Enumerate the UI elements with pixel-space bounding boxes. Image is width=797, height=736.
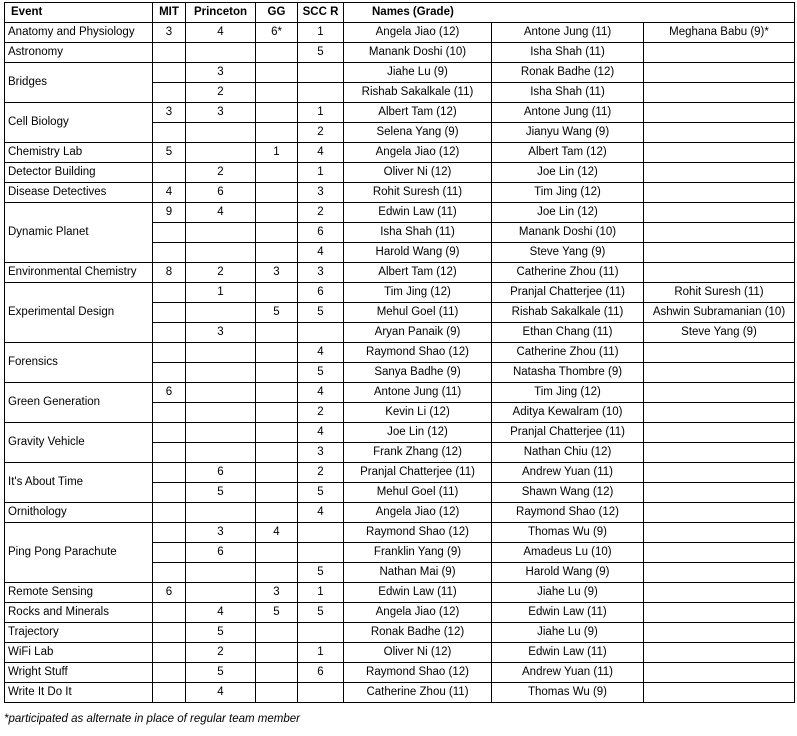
mit-place-cell — [153, 403, 186, 423]
header-scc: SCC R — [298, 3, 344, 23]
table-row — [5, 63, 795, 83]
princeton-place-cell: 4 — [186, 603, 256, 623]
member-name-cell: Franklin Yang (9) — [344, 543, 492, 563]
member-name-cell: Ethan Chang (11) — [492, 323, 644, 343]
gg-place-cell — [256, 243, 298, 263]
member-name-cell: Edwin Law (11) — [492, 603, 644, 623]
mit-place-cell — [153, 443, 186, 463]
princeton-place-cell: 2 — [186, 83, 256, 103]
member-name-cell — [644, 403, 795, 423]
gg-place-cell — [256, 443, 298, 463]
gg-place-cell — [256, 83, 298, 103]
scc-place-cell: 5 — [298, 603, 344, 623]
gg-place-cell — [256, 503, 298, 523]
scc-place-cell: 4 — [298, 503, 344, 523]
mit-place-cell — [153, 543, 186, 563]
mit-place-cell — [153, 63, 186, 83]
table-row — [5, 43, 795, 63]
member-name-cell: Oliver Ni (12) — [344, 163, 492, 183]
member-name-cell: Amadeus Lu (10) — [492, 543, 644, 563]
scc-place-cell: 1 — [298, 23, 344, 43]
princeton-place-cell: 2 — [186, 263, 256, 283]
member-name-cell: Tim Jing (12) — [344, 283, 492, 303]
member-name-cell — [644, 223, 795, 243]
scc-place-cell: 2 — [298, 123, 344, 143]
member-name-cell: Angela Jiao (12) — [344, 23, 492, 43]
member-name-cell: Sanya Badhe (9) — [344, 363, 492, 383]
gg-place-cell — [256, 343, 298, 363]
member-name-cell: Thomas Wu (9) — [492, 683, 644, 703]
scc-place-cell: 5 — [298, 483, 344, 503]
princeton-place-cell: 3 — [186, 323, 256, 343]
member-name-cell: Frank Zhang (12) — [344, 443, 492, 463]
header-princeton: Princeton — [186, 3, 256, 23]
member-name-cell — [644, 83, 795, 103]
princeton-place-cell: 6 — [186, 463, 256, 483]
member-name-cell: Harold Wang (9) — [492, 563, 644, 583]
member-name-cell: Isha Shah (11) — [492, 43, 644, 63]
mit-place-cell — [153, 563, 186, 583]
member-name-cell: Angela Jiao (12) — [344, 143, 492, 163]
gg-place-cell — [256, 363, 298, 383]
member-name-cell: Selena Yang (9) — [344, 123, 492, 143]
table-row — [5, 203, 795, 223]
member-name-cell: Raymond Shao (12) — [344, 523, 492, 543]
mit-place-cell — [153, 603, 186, 623]
event-name-cell: Detector Building — [5, 163, 153, 183]
member-name-cell: Joe Lin (12) — [492, 163, 644, 183]
gg-place-cell — [256, 403, 298, 423]
mit-place-cell: 3 — [153, 23, 186, 43]
member-name-cell: Mehul Goel (11) — [344, 483, 492, 503]
gg-place-cell: 5 — [256, 303, 298, 323]
member-name-cell — [644, 563, 795, 583]
member-name-cell: Pranjal Chatterjee (11) — [492, 423, 644, 443]
scc-place-cell: 1 — [298, 163, 344, 183]
mit-place-cell: 5 — [153, 143, 186, 163]
member-name-cell: Antone Jung (11) — [492, 23, 644, 43]
scc-place-cell: 4 — [298, 243, 344, 263]
princeton-place-cell: 4 — [186, 23, 256, 43]
member-name-cell: Rishab Sakalkale (11) — [344, 83, 492, 103]
event-name-cell: Remote Sensing — [5, 583, 153, 603]
table-row — [5, 663, 795, 683]
member-name-cell: Thomas Wu (9) — [492, 523, 644, 543]
member-name-cell: Pranjal Chatterjee (11) — [344, 463, 492, 483]
event-name-cell: Bridges — [5, 63, 153, 103]
princeton-place-cell — [186, 383, 256, 403]
scc-place-cell: 3 — [298, 183, 344, 203]
member-name-cell: Jiahe Lu (9) — [492, 623, 644, 643]
header-row — [5, 3, 795, 23]
table-row — [5, 603, 795, 623]
member-name-cell: Isha Shah (11) — [344, 223, 492, 243]
scc-place-cell: 2 — [298, 403, 344, 423]
member-name-cell — [644, 103, 795, 123]
gg-place-cell — [256, 463, 298, 483]
member-name-cell: Ronak Badhe (12) — [344, 623, 492, 643]
header-names: Names (Grade) — [344, 3, 795, 23]
event-name-cell: Write It Do It — [5, 683, 153, 703]
table-row — [5, 683, 795, 703]
member-name-cell — [644, 343, 795, 363]
member-name-cell — [644, 383, 795, 403]
mit-place-cell — [153, 43, 186, 63]
member-name-cell — [644, 63, 795, 83]
princeton-place-cell — [186, 503, 256, 523]
member-name-cell: Edwin Law (11) — [344, 203, 492, 223]
member-name-cell: Catherine Zhou (11) — [344, 683, 492, 703]
scc-place-cell — [298, 543, 344, 563]
princeton-place-cell: 2 — [186, 163, 256, 183]
scc-place-cell: 1 — [298, 103, 344, 123]
member-name-cell: Edwin Law (11) — [344, 583, 492, 603]
scc-place-cell — [298, 63, 344, 83]
member-name-cell: Antone Jung (11) — [344, 383, 492, 403]
gg-place-cell — [256, 103, 298, 123]
princeton-place-cell — [186, 423, 256, 443]
gg-place-cell: 3 — [256, 583, 298, 603]
member-name-cell: Albert Tam (12) — [492, 143, 644, 163]
member-name-cell — [644, 243, 795, 263]
table-row — [5, 383, 795, 403]
table-row — [5, 263, 795, 283]
scc-place-cell: 2 — [298, 203, 344, 223]
member-name-cell: Harold Wang (9) — [344, 243, 492, 263]
gg-place-cell — [256, 623, 298, 643]
member-name-cell — [644, 203, 795, 223]
princeton-place-cell: 6 — [186, 183, 256, 203]
event-name-cell: Gravity Vehicle — [5, 423, 153, 463]
mit-place-cell: 3 — [153, 103, 186, 123]
gg-place-cell — [256, 223, 298, 243]
event-name-cell: Experimental Design — [5, 283, 153, 343]
mit-place-cell: 6 — [153, 583, 186, 603]
mit-place-cell — [153, 663, 186, 683]
event-name-cell: Green Generation — [5, 383, 153, 423]
event-name-cell: Cell Biology — [5, 103, 153, 143]
mit-place-cell — [153, 483, 186, 503]
member-name-cell — [644, 483, 795, 503]
header-event: Event — [5, 3, 153, 23]
member-name-cell: Kevin Li (12) — [344, 403, 492, 423]
scc-place-cell: 5 — [298, 363, 344, 383]
scc-place-cell: 4 — [298, 343, 344, 363]
event-name-cell: Ornithology — [5, 503, 153, 523]
table-row — [5, 583, 795, 603]
member-name-cell: Angela Jiao (12) — [344, 603, 492, 623]
scc-place-cell: 3 — [298, 443, 344, 463]
mit-place-cell: 4 — [153, 183, 186, 203]
table-row — [5, 423, 795, 443]
mit-place-cell — [153, 523, 186, 543]
gg-place-cell — [256, 383, 298, 403]
member-name-cell: Aditya Kewalram (10) — [492, 403, 644, 423]
member-name-cell: Albert Tam (12) — [344, 103, 492, 123]
member-name-cell — [644, 503, 795, 523]
table-row — [5, 623, 795, 643]
princeton-place-cell — [186, 143, 256, 163]
princeton-place-cell — [186, 443, 256, 463]
member-name-cell — [644, 443, 795, 463]
member-name-cell: Nathan Mai (9) — [344, 563, 492, 583]
header-mit: MIT — [153, 3, 186, 23]
gg-place-cell — [256, 683, 298, 703]
member-name-cell — [644, 143, 795, 163]
scc-place-cell: 6 — [298, 663, 344, 683]
member-name-cell: Andrew Yuan (11) — [492, 663, 644, 683]
scc-place-cell: 1 — [298, 583, 344, 603]
gg-place-cell — [256, 563, 298, 583]
princeton-place-cell — [186, 243, 256, 263]
princeton-place-cell: 5 — [186, 623, 256, 643]
scc-place-cell: 3 — [298, 263, 344, 283]
member-name-cell: Ronak Badhe (12) — [492, 63, 644, 83]
princeton-place-cell: 3 — [186, 523, 256, 543]
member-name-cell: Natasha Thombre (9) — [492, 363, 644, 383]
gg-place-cell — [256, 63, 298, 83]
scc-place-cell: 1 — [298, 643, 344, 663]
member-name-cell — [644, 163, 795, 183]
member-name-cell — [644, 683, 795, 703]
gg-place-cell — [256, 163, 298, 183]
member-name-cell — [644, 603, 795, 623]
member-name-cell: Raymond Shao (12) — [344, 343, 492, 363]
mit-place-cell — [153, 503, 186, 523]
gg-place-cell — [256, 323, 298, 343]
member-name-cell: Jiahe Lu (9) — [492, 583, 644, 603]
event-name-cell: Dynamic Planet — [5, 203, 153, 263]
member-name-cell — [644, 663, 795, 683]
scc-place-cell: 2 — [298, 463, 344, 483]
member-name-cell: Shawn Wang (12) — [492, 483, 644, 503]
member-name-cell: Meghana Babu (9)* — [644, 23, 795, 43]
member-name-cell — [644, 543, 795, 563]
member-name-cell: Albert Tam (12) — [344, 263, 492, 283]
member-name-cell: Isha Shah (11) — [492, 83, 644, 103]
member-name-cell: Oliver Ni (12) — [344, 643, 492, 663]
event-name-cell: It's About Time — [5, 463, 153, 503]
scc-place-cell: 5 — [298, 43, 344, 63]
scc-place-cell: 4 — [298, 383, 344, 403]
member-name-cell: Nathan Chiu (12) — [492, 443, 644, 463]
princeton-place-cell — [186, 343, 256, 363]
member-name-cell: Manank Doshi (10) — [344, 43, 492, 63]
table-row — [5, 23, 795, 43]
gg-place-cell — [256, 123, 298, 143]
scc-place-cell: 4 — [298, 143, 344, 163]
mit-place-cell — [153, 323, 186, 343]
table-row — [5, 163, 795, 183]
member-name-cell — [644, 263, 795, 283]
member-name-cell — [644, 643, 795, 663]
gg-place-cell — [256, 663, 298, 683]
member-name-cell: Angela Jiao (12) — [344, 503, 492, 523]
scc-place-cell: 6 — [298, 283, 344, 303]
table-row — [5, 183, 795, 203]
member-name-cell: Rohit Suresh (11) — [344, 183, 492, 203]
princeton-place-cell: 5 — [186, 663, 256, 683]
member-name-cell: Andrew Yuan (11) — [492, 463, 644, 483]
princeton-place-cell — [186, 223, 256, 243]
mit-place-cell — [153, 623, 186, 643]
event-name-cell: Rocks and Minerals — [5, 603, 153, 623]
scc-place-cell: 4 — [298, 423, 344, 443]
mit-place-cell — [153, 343, 186, 363]
member-name-cell — [644, 463, 795, 483]
member-name-cell: Catherine Zhou (11) — [492, 263, 644, 283]
member-name-cell: Jiahe Lu (9) — [344, 63, 492, 83]
event-name-cell: Trajectory — [5, 623, 153, 643]
mit-place-cell — [153, 463, 186, 483]
member-name-cell: Ashwin Subramanian (10) — [644, 303, 795, 323]
gg-place-cell — [256, 643, 298, 663]
table-row — [5, 463, 795, 483]
event-name-cell: WiFi Lab — [5, 643, 153, 663]
mit-place-cell — [153, 423, 186, 443]
member-name-cell: Jianyu Wang (9) — [492, 123, 644, 143]
mit-place-cell — [153, 283, 186, 303]
event-name-cell: Environmental Chemistry — [5, 263, 153, 283]
scc-place-cell — [298, 523, 344, 543]
princeton-place-cell — [186, 583, 256, 603]
table-row — [5, 103, 795, 123]
princeton-place-cell: 5 — [186, 483, 256, 503]
results-table — [4, 2, 795, 703]
event-name-cell: Wright Stuff — [5, 663, 153, 683]
scc-place-cell: 5 — [298, 563, 344, 583]
member-name-cell: Edwin Law (11) — [492, 643, 644, 663]
princeton-place-cell: 2 — [186, 643, 256, 663]
princeton-place-cell: 4 — [186, 203, 256, 223]
event-name-cell: Astronomy — [5, 43, 153, 63]
princeton-place-cell — [186, 303, 256, 323]
gg-place-cell: 4 — [256, 523, 298, 543]
princeton-place-cell — [186, 563, 256, 583]
member-name-cell: Steve Yang (9) — [492, 243, 644, 263]
event-name-cell: Ping Pong Parachute — [5, 523, 153, 583]
table-row — [5, 143, 795, 163]
event-name-cell: Disease Detectives — [5, 183, 153, 203]
member-name-cell: Antone Jung (11) — [492, 103, 644, 123]
member-name-cell — [644, 363, 795, 383]
table-row — [5, 283, 795, 303]
member-name-cell: Aryan Panaik (9) — [344, 323, 492, 343]
gg-place-cell — [256, 483, 298, 503]
mit-place-cell — [153, 683, 186, 703]
scc-place-cell: 5 — [298, 303, 344, 323]
scc-place-cell — [298, 623, 344, 643]
gg-place-cell — [256, 283, 298, 303]
member-name-cell: Pranjal Chatterjee (11) — [492, 283, 644, 303]
princeton-place-cell — [186, 123, 256, 143]
princeton-place-cell: 6 — [186, 543, 256, 563]
member-name-cell: Steve Yang (9) — [644, 323, 795, 343]
event-name-cell: Forensics — [5, 343, 153, 383]
gg-place-cell — [256, 423, 298, 443]
member-name-cell: Mehul Goel (11) — [344, 303, 492, 323]
member-name-cell: Raymond Shao (12) — [344, 663, 492, 683]
mit-place-cell — [153, 163, 186, 183]
gg-place-cell — [256, 43, 298, 63]
scc-place-cell: 6 — [298, 223, 344, 243]
table-body — [5, 23, 795, 703]
princeton-place-cell: 1 — [186, 283, 256, 303]
mit-place-cell — [153, 303, 186, 323]
member-name-cell — [644, 583, 795, 603]
gg-place-cell: 5 — [256, 603, 298, 623]
mit-place-cell — [153, 643, 186, 663]
mit-place-cell — [153, 363, 186, 383]
member-name-cell — [644, 623, 795, 643]
princeton-place-cell — [186, 43, 256, 63]
mit-place-cell: 6 — [153, 383, 186, 403]
table-row — [5, 343, 795, 363]
member-name-cell — [644, 423, 795, 443]
member-name-cell: Tim Jing (12) — [492, 183, 644, 203]
gg-place-cell — [256, 203, 298, 223]
member-name-cell: Raymond Shao (12) — [492, 503, 644, 523]
member-name-cell: Joe Lin (12) — [492, 203, 644, 223]
header-gg: GG — [256, 3, 298, 23]
mit-place-cell — [153, 123, 186, 143]
princeton-place-cell: 4 — [186, 683, 256, 703]
event-name-cell: Anatomy and Physiology — [5, 23, 153, 43]
scc-place-cell — [298, 83, 344, 103]
princeton-place-cell: 3 — [186, 103, 256, 123]
gg-place-cell: 3 — [256, 263, 298, 283]
gg-place-cell: 1 — [256, 143, 298, 163]
scc-place-cell — [298, 683, 344, 703]
gg-place-cell: 6* — [256, 23, 298, 43]
gg-place-cell — [256, 183, 298, 203]
table-row — [5, 643, 795, 663]
member-name-cell: Joe Lin (12) — [344, 423, 492, 443]
member-name-cell — [644, 523, 795, 543]
mit-place-cell: 9 — [153, 203, 186, 223]
member-name-cell — [644, 183, 795, 203]
footnote: *participated as alternate in place of regular team member — [4, 713, 300, 725]
member-name-cell: Rishab Sakalkale (11) — [492, 303, 644, 323]
scc-place-cell — [298, 323, 344, 343]
member-name-cell — [644, 43, 795, 63]
gg-place-cell — [256, 543, 298, 563]
mit-place-cell — [153, 223, 186, 243]
princeton-place-cell — [186, 403, 256, 423]
member-name-cell: Rohit Suresh (11) — [644, 283, 795, 303]
member-name-cell — [644, 123, 795, 143]
table-row — [5, 523, 795, 543]
event-name-cell: Chemistry Lab — [5, 143, 153, 163]
mit-place-cell — [153, 243, 186, 263]
member-name-cell: Catherine Zhou (11) — [492, 343, 644, 363]
mit-place-cell: 8 — [153, 263, 186, 283]
princeton-place-cell: 3 — [186, 63, 256, 83]
princeton-place-cell — [186, 363, 256, 383]
member-name-cell: Manank Doshi (10) — [492, 223, 644, 243]
mit-place-cell — [153, 83, 186, 103]
member-name-cell: Tim Jing (12) — [492, 383, 644, 403]
table-row — [5, 503, 795, 523]
